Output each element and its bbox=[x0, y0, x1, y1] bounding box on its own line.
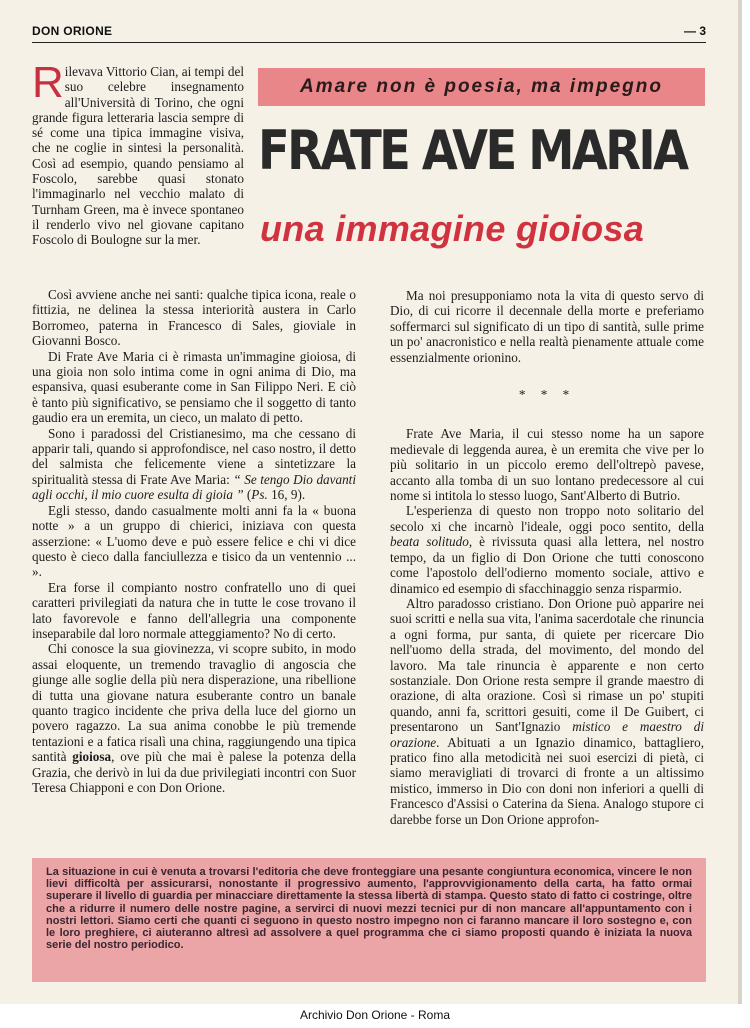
text-run: Altro paradosso cristiano. Don Orione può apparire nei suoi scritti e nella sua vita, l'anima sacerdotale che rinuncia a ogni forma, pur santa, di quiete per ricercare Dio nell'uomo della strada, del movimento, del mondo del lavoro. Ma tale rinuncia è apparente e non certo sostanziale. Don Orione resta sempre il grande maestro di orazione, di alta orazione. Così si rimase un po' stupiti quando, anni fa, scrittori gesuiti, come il De Guibert, ci presentarono un Sant'Ignazio bbox=[390, 595, 704, 735]
drop-cap: R bbox=[32, 58, 64, 107]
text-run: 16, 9). bbox=[267, 487, 306, 503]
intro-text: ilevava Vittorio Cian, ai tempi del suo celebre insegnamento all'Università di Torino, che ogni grande figura letteraria lascia sempre di sé come una tipica immagine visiva, che ne coglie in sintesi la personalità. Così ad esempio, quando pensiamo al Foscolo, sarebbe quasi stonato l'immaginarlo nel vecchio malato di Turnham Green, ma è invece spontaneo il renderlo vivo nel giovane capitano Foscolo di Boulogne sur la mer. bbox=[32, 64, 244, 248]
article-title: FRATE AVE MARIA bbox=[258, 119, 687, 182]
archive-footer: Archivio Don Orione - Roma bbox=[299, 1008, 451, 1022]
psalm-quote: “ Se tengo Dio davanti agli occhi, il mio cuore esulta di gioia ” bbox=[32, 471, 357, 503]
page-header bbox=[32, 24, 706, 43]
paragraph: Egli stesso, dando casualmente molti anni fa la « buona notte » a un gruppo di chierici, iniziava con questa asserzione: « L'uomo deve e può essere felice e chi vi dice questo è cieco dalla fanciullezza e tisico da un ventennio ... ». bbox=[32, 502, 356, 580]
left-column bbox=[32, 287, 356, 795]
paragraph: Era forse il compianto nostro confratello uno di quei caratteri privilegiati da natura che in tutte le cose trovano il lato favorevole e fanno dell'allegria una componente inseparabile dal loro normale atteggiamento? No di certo. bbox=[32, 579, 356, 641]
text-run: , ove più che mai è palese la potenza della Grazia, che derivò in lui da due privilegiati incontri con Suor Teresa Chiapponi e con Don Orione. bbox=[32, 749, 356, 795]
intro-paragraph bbox=[32, 58, 244, 248]
paragraph: Di Frate Ave Maria ci è rimasta un'immagine gioiosa, di una gioia non solo intima come in ogni anima di Dio, ma espansiva, quasi esuberante come in San Filippo Neri. E ciò è tanto più significativo, se pensiamo che il soggetto di tanto gaudio era un eremita, un cieco, un malato di petto. bbox=[32, 348, 356, 426]
text-run: L'esperienza di questo non troppo noto solitario del secolo xi che incarnò l'ideale, oggi poco sentito, della bbox=[390, 503, 704, 534]
paragraph: Ma noi presupponiamo nota la vita di questo servo di Dio, di cui ricorre il decennale della morte e preferiamo soffermarci sul significato di un tipo di santità, sulle prime un po' anacronistico e nella realtà pienamente attuale come essenzialmente orionino. bbox=[390, 288, 704, 365]
paragraph bbox=[32, 426, 356, 503]
kicker-banner: Amare non è poesia, ma impegno bbox=[258, 68, 705, 106]
magazine-name: DON ORIONE bbox=[32, 24, 113, 38]
article-subtitle: una immagine gioiosa bbox=[260, 208, 645, 249]
page-number: — 3 bbox=[683, 24, 706, 38]
section-separator: * * * bbox=[518, 387, 576, 403]
editorial-notice-box: La situazione in cui è venuta a trovarsi l'editoria che deve fronteggiare una pesante congiuntura economica, vincere le non lievi difficoltà per assicurarsi, nonostante il progressivo aumento, l'approvvigionamento della carta, ha fatto ormai superare il livello di guardia per minacciare direttamente la stessa libertà di stampa. Questo stato di fatto ci costringe, oltre che a ridurre il numero delle nostre pagine, a servirci di nuovi mezzi tecnici pur di non mancare all'appuntamento con i nostri lettori. Siamo certi che quanti ci seguono in questo nostro impegno non ci faranno mancare il loro sostegno e, con le loro preghiere, ci aiuteranno altresì ad assolvere a quel programma che ci siamo proposti quando è iniziata la nuova serie del nostro periodico. bbox=[32, 858, 706, 982]
paragraph bbox=[32, 641, 356, 795]
paragraph bbox=[390, 503, 704, 595]
paragraph: Così avviene anche nei santi: qualche tipica icona, reale o fittizia, ne delinea la stessa interiorità austera in Carlo Borromeo, paterna in Francesco di Sales, gioviale in Giovanni Bosco. bbox=[32, 287, 356, 349]
text-run: Chi conosce la sua giovinezza, vi scopre subito, in modo assai eloquente, un tremendo travaglio di angoscia che giunge alle soglie della più nera disperazione, una ribellione di tutta una giovane natura esuberante contro un banale quanto tragico incidente che priva della luce del giorno un povero ragazzo. La sua anima conobbe le più tremende tentazioni e a fatica risalì una china, raggiungendo una tipica santità bbox=[32, 641, 356, 765]
text-run: , è rivissuta quasi alla lettera, nel nostro tempo, da un figlio di Don Orione che tutti conoscono come l'apostolo dell'odierno momento sociale, attivo e dinamico ed esempio di sfacchinaggio senza risparmio. bbox=[390, 534, 704, 596]
text-run: ( bbox=[243, 487, 252, 503]
psalm-ref: Ps. bbox=[251, 487, 268, 503]
paragraph: Frate Ave Maria, il cui stesso nome ha un sapore medievale di leggenda aurea, è un eremita che vive per lo più solitario in un piccolo eremo dell'oltrepò pavese, accanto alla tomba di un suo lontano predecessore al cui nome si intitola lo stesso luogo, Sant'Alberto di Butrio. bbox=[390, 426, 704, 504]
text-run: . Abituati a un Ignazio dinamico, battagliero, pratico fino alla metodicità nei suoi esercizi di pietà, ci siamo meravigliati di trovarci di fronte a un altissimo mistico, immerso in Dio con doni non inferiori a quelli di Francesco d'Assisi o Caterina da Siena. Analogo stupore ci darebbe forse un Don Orione approfon- bbox=[390, 734, 704, 827]
text-run: Sono i paradossi del Cristianesimo, ma che cessano di apparir tali, quando si approfondisce, nel caso nostro, il detto del salmista che felicemente viene a sintetizzare la spiritualità stessa di Frate Ave Maria: bbox=[32, 425, 356, 487]
right-column bbox=[390, 288, 704, 827]
bold-word: gioiosa bbox=[72, 749, 112, 765]
paragraph bbox=[390, 596, 704, 827]
italic-phrase: beata solitudo bbox=[390, 534, 469, 550]
italic-phrase: mistico e maestro di orazione bbox=[390, 719, 704, 750]
